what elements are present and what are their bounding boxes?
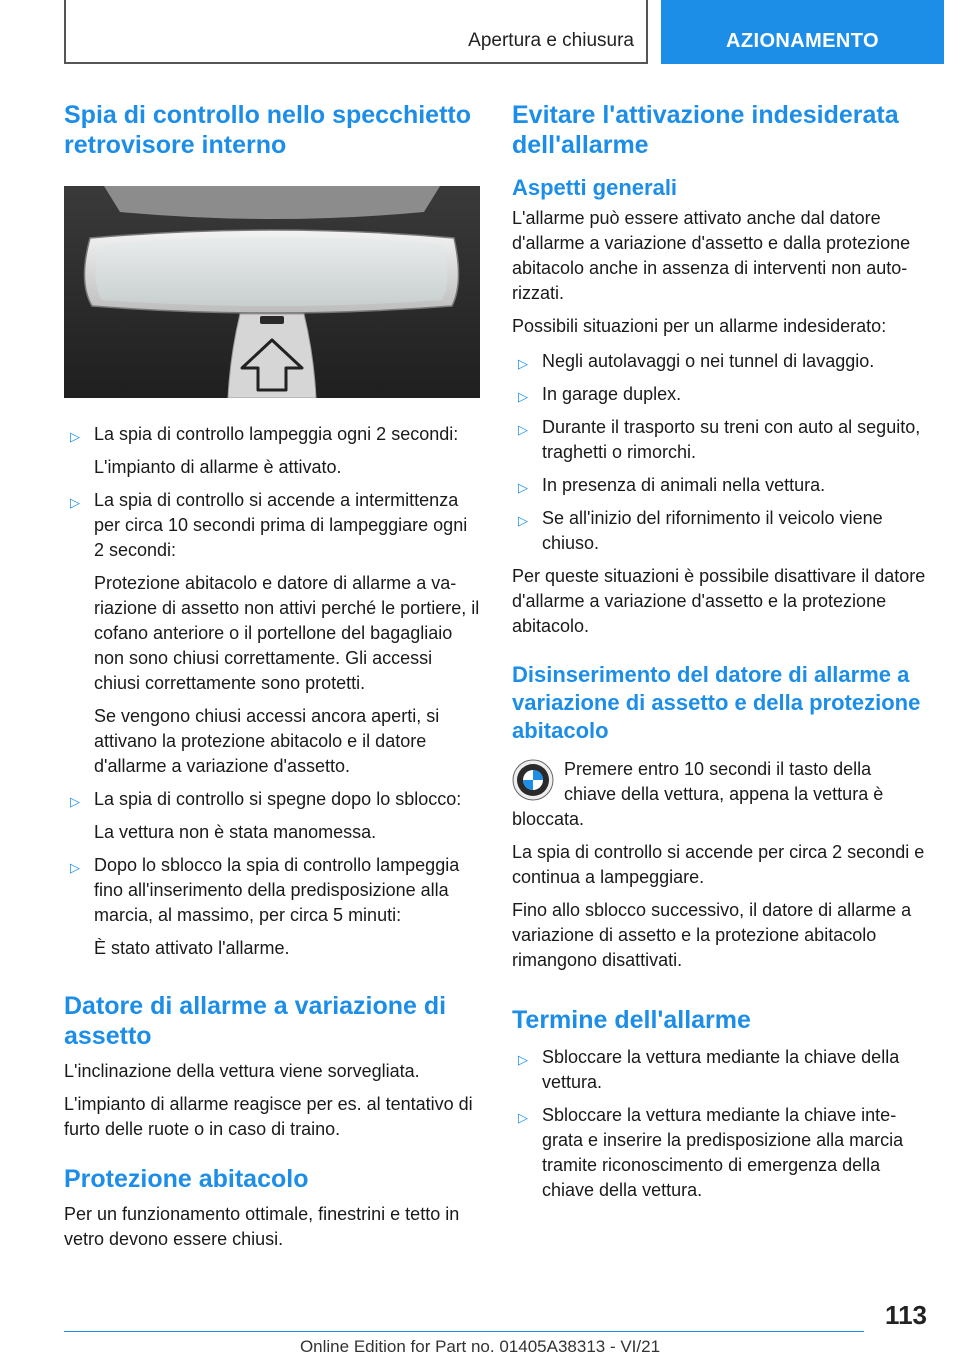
section-title-cabin-protection: Protezione abitacolo	[64, 1165, 309, 1193]
right-column	[512, 100, 928, 1211]
triangle-right-icon: ▷	[70, 794, 80, 809]
triangle-right-icon: ▷	[518, 480, 528, 495]
subsection-title-end-alarm: Termine dell'allarme	[512, 1006, 751, 1034]
key-instruction-paragraph: Premere entro 10 secondi il tasto della chiave della vettura, appena la vettura è bloccata.	[512, 759, 884, 829]
list-item: ▷ In garage duplex.	[512, 382, 928, 407]
bmw-logo-icon	[512, 759, 554, 801]
header-chapter-tab	[661, 0, 944, 64]
list-item: ▷ Sbloccare la vettura mediante la chiave integrata e inserire la predisposizione alla marcia tramite riconoscimento di emergenza della chiave della vettura.	[518, 1105, 904, 1200]
list-item: ▷ In presenza di animali nella vettura.	[512, 473, 928, 498]
list-item: ▷ Durante il trasporto su treni con auto al seguito, traghetti o rimorchi.	[518, 417, 921, 462]
subsection-title-general: Aspetti generali	[512, 175, 678, 200]
tilt-paragraph-2: L'impianto di allarme reagisce per es. al tentativo di furto delle ruote o in caso di traino.	[64, 1094, 473, 1139]
section-title-avoid-alarm: Evitare l'attivazione indesiderata dell'allarme	[512, 101, 899, 159]
subsection-title-disable: Disinserimento del datore di allarme a variazione di assetto e della protezione abitacolo	[512, 662, 921, 743]
footer-divider	[64, 1331, 864, 1332]
list-item: ▷ La spia di controllo lampeggia ogni 2 secondi: L'impianto di allarme è attivato.	[70, 424, 459, 477]
header-section-title: Apertura e chiusura	[468, 30, 634, 51]
rearview-mirror-illustration	[64, 186, 480, 398]
end-alarm-list	[512, 1045, 928, 1203]
triangle-right-icon: ▷	[518, 513, 528, 528]
rearview-mirror-image	[64, 186, 480, 398]
list-item: ▷ La spia di controllo si accende a intermittenza per circa 10 secondi prima di lampeggiare ogni 2 secondi: Protezione abitacolo e datore di allarme a variazione di assetto non attivi perché le portiere, il cofano anteriore o il portellone del bagagliaio non sono chiusi correttamente. Gli accessi chiusi correttamente sono protetti. Se vengono chiusi accessi ancora aperti, si attivano la protezione abitacolo e il datore d'allarme a variazione d'assetto.	[70, 490, 480, 776]
header-chapter-title: AZIONAMENTO	[726, 30, 879, 52]
left-column	[64, 100, 480, 1252]
triangle-right-icon: ▷	[518, 1110, 528, 1125]
triangle-right-icon: ▷	[518, 1052, 528, 1067]
list-item: ▷ La spia di controllo si spegne dopo lo sblocco: La vettura non è stata manomessa.	[70, 789, 462, 842]
list-item: ▷ Negli autolavaggi o nei tunnel di lavaggio.	[512, 349, 928, 374]
cabin-paragraph-1: Per un funzionamento ottimale, finestrini e tetto in vetro devono essere chiusi.	[64, 1204, 460, 1249]
triangle-right-icon: ▷	[518, 422, 528, 437]
unwanted-alarm-situations-list	[512, 349, 928, 556]
general-paragraph-1: L'allarme può essere attivato anche dal datore d'allarme a variazione d'assetto e dalla protezione abitacolo anche in assenza di interventi non autorizzati.	[512, 208, 911, 303]
tilt-paragraph-1: L'inclinazione della vettura viene sorvegliata.	[64, 1061, 420, 1081]
triangle-right-icon: ▷	[518, 389, 528, 404]
header-section-box	[64, 0, 648, 64]
list-item: ▷ Se all'inizio del rifornimento il veicolo viene chiuso.	[518, 508, 883, 553]
general-paragraph-2: Possibili situazioni per un allarme indesiderato:	[512, 316, 887, 336]
triangle-right-icon: ▷	[70, 495, 80, 510]
list-item: ▷ Dopo lo sblocco la spia di controllo lampeggia fino all'inserimento della predisposizione alla marcia, al massimo, per circa 5 minuti: È stato attivato l'allarme.	[70, 855, 460, 958]
triangle-right-icon: ▷	[518, 356, 528, 371]
disable-paragraph-2: La spia di controllo si accende per circa 2 secondi e continua a lampeggiare.	[512, 842, 925, 887]
mirror-indicator-list	[64, 422, 480, 961]
triangle-right-icon: ▷	[70, 860, 80, 875]
triangle-right-icon: ▷	[70, 429, 80, 444]
section-title-mirror-indicator: Spia di controllo nello specchietto retrovisore interno	[64, 101, 471, 159]
list-item: ▷ Sbloccare la vettura mediante la chiave della vettura.	[518, 1047, 900, 1092]
section-title-tilt-sensor: Datore di allarme a variazione di assetto	[64, 992, 447, 1050]
disable-paragraph-3: Fino allo sblocco successivo, il datore di allarme a variazione di assetto e la protezione abitacolo rimangono disattivati.	[512, 900, 912, 970]
footer-edition-text: Online Edition for Part no. 01405A38313 - VI/21	[299, 1337, 661, 1356]
general-paragraph-3: Per queste situazioni è possibile disattivare il datore d'allarme a variazione d'assetto e la protezione abitacolo.	[512, 566, 926, 636]
page-number: 113	[885, 1300, 927, 1330]
